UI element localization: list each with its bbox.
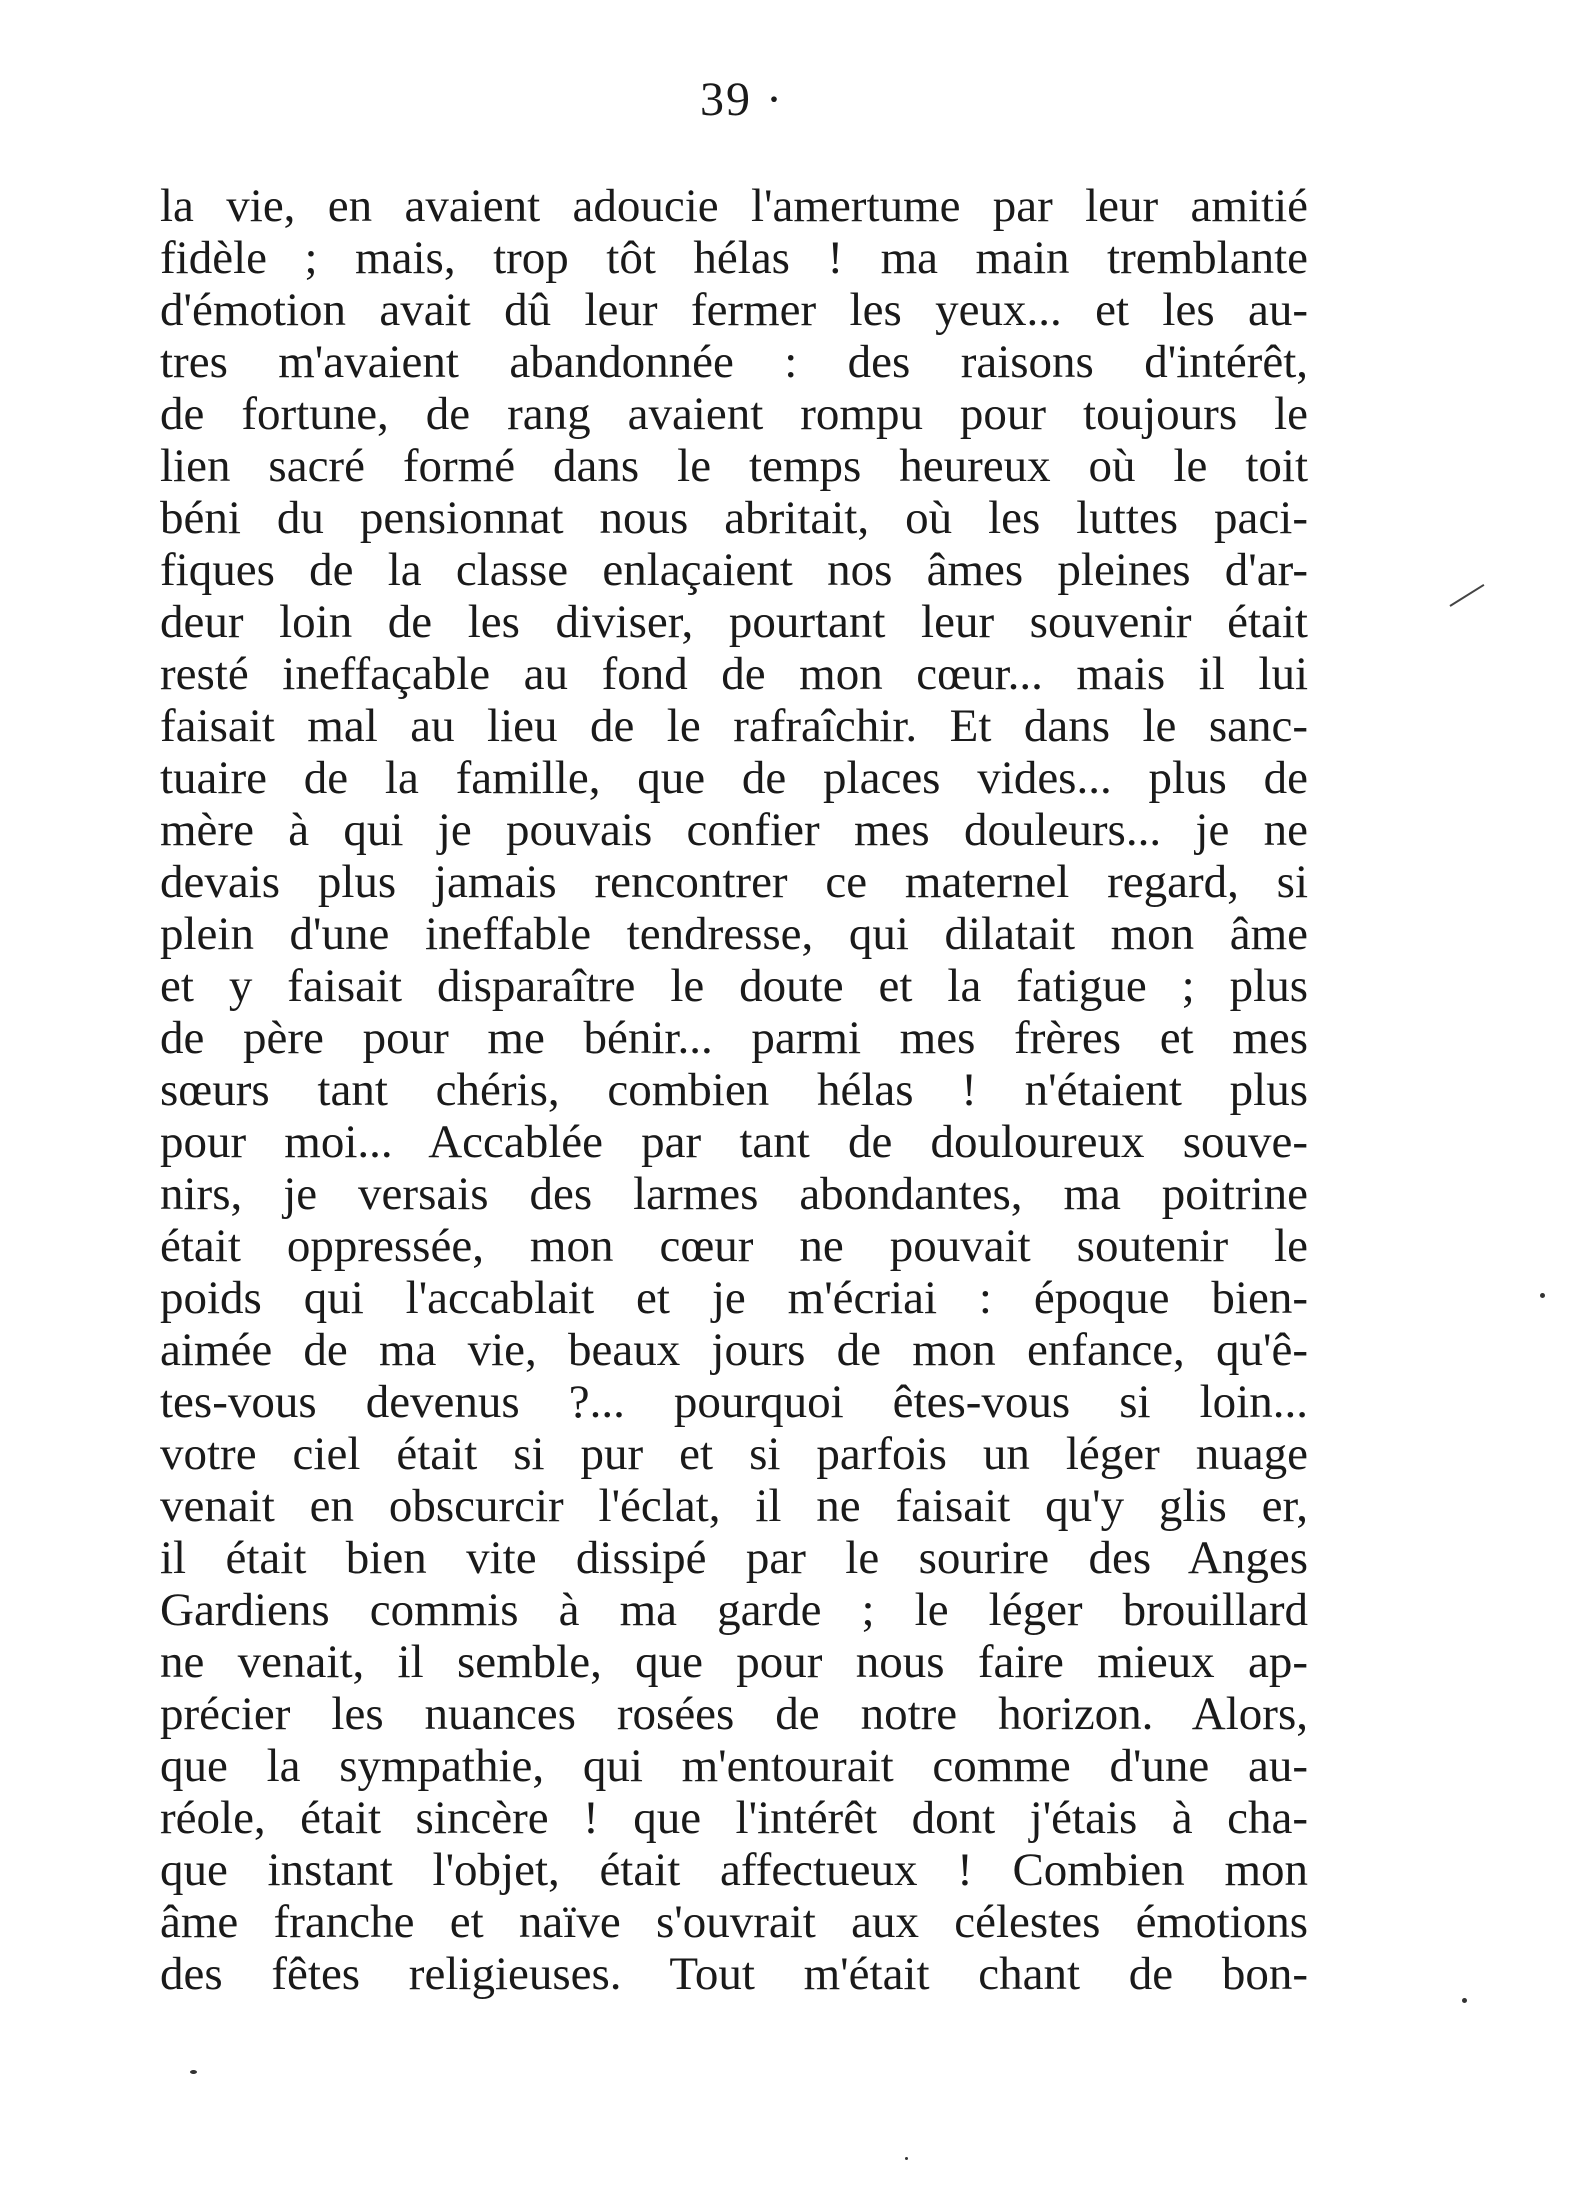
scan-speck [1462,1998,1467,2003]
scan-speck [905,2157,908,2160]
text-line: fidèle ; mais, trop tôt hélas ! ma main tremblante [160,232,1308,284]
text-line: venait en obscurcir l'éclat, il ne faisait qu'y glis er, [160,1480,1308,1532]
text-line: aimée de ma vie, beaux jours de mon enfance, qu'ê- [160,1324,1308,1376]
text-line: de fortune, de rang avaient rompu pour toujours le [160,388,1308,440]
page-number: 39 · [700,73,784,126]
text-line: devais plus jamais rencontrer ce maternel regard, si [160,856,1308,908]
text-line: d'émotion avait dû leur fermer les yeux... et les au- [160,284,1308,336]
text-line: était oppressée, mon cœur ne pouvait soutenir le [160,1220,1308,1272]
text-line: tres m'avaient abandonnée : des raisons d'intérêt, [160,336,1308,388]
scan-speck [190,2070,197,2074]
text-line: nirs, je versais des larmes abondantes, ma poitrine [160,1168,1308,1220]
text-line: deur loin de les diviser, pourtant leur souvenir était [160,596,1308,648]
text-line: ne venait, il semble, que pour nous faire mieux ap- [160,1636,1308,1688]
text-line: précier les nuances rosées de notre horizon. Alors, [160,1688,1308,1740]
text-line: des fêtes religieuses. Tout m'était chant de bon- [160,1948,1308,2000]
text-line: faisait mal au lieu de le rafraîchir. Et dans le sanc- [160,700,1308,752]
text-line: resté ineffaçable au fond de mon cœur... mais il lui [160,648,1308,700]
text-line: de père pour me bénir... parmi mes frères et mes [160,1012,1308,1064]
scan-mark [1449,584,1484,607]
text-line: tuaire de la famille, que de places vides... plus de [160,752,1308,804]
text-line: votre ciel était si pur et si parfois un léger nuage [160,1428,1308,1480]
text-line: la vie, en avaient adoucie l'amertume par leur amitié [160,180,1308,232]
text-line: lien sacré formé dans le temps heureux où le toit [160,440,1308,492]
text-line: et y faisait disparaître le doute et la fatigue ; plus [160,960,1308,1012]
text-line: fiques de la classe enlaçaient nos âmes pleines d'ar- [160,544,1308,596]
text-line: pour moi... Accablée par tant de douloureux souve- [160,1116,1308,1168]
text-line: béni du pensionnat nous abritait, où les luttes paci- [160,492,1308,544]
text-line: poids qui l'accablait et je m'écriai : époque bien- [160,1272,1308,1324]
text-line: âme franche et naïve s'ouvrait aux célestes émotions [160,1896,1308,1948]
text-line: il était bien vite dissipé par le sourire des Anges [160,1532,1308,1584]
text-line: que instant l'objet, était affectueux ! Combien mon [160,1844,1308,1896]
text-line: que la sympathie, qui m'entourait comme d'une au- [160,1740,1308,1792]
text-line: plein d'une ineffable tendresse, qui dilatait mon âme [160,908,1308,960]
body-text [160,180,1308,2000]
text-line: sœurs tant chéris, combien hélas ! n'étaient plus [160,1064,1308,1116]
text-line: Gardiens commis à ma garde ; le léger brouillard [160,1584,1308,1636]
text-line: réole, était sincère ! que l'intérêt dont j'étais à cha- [160,1792,1308,1844]
text-line: tes-vous devenus ?... pourquoi êtes-vous si loin... [160,1376,1308,1428]
scan-speck [1540,1293,1545,1298]
text-line: mère à qui je pouvais confier mes douleurs... je ne [160,804,1308,856]
